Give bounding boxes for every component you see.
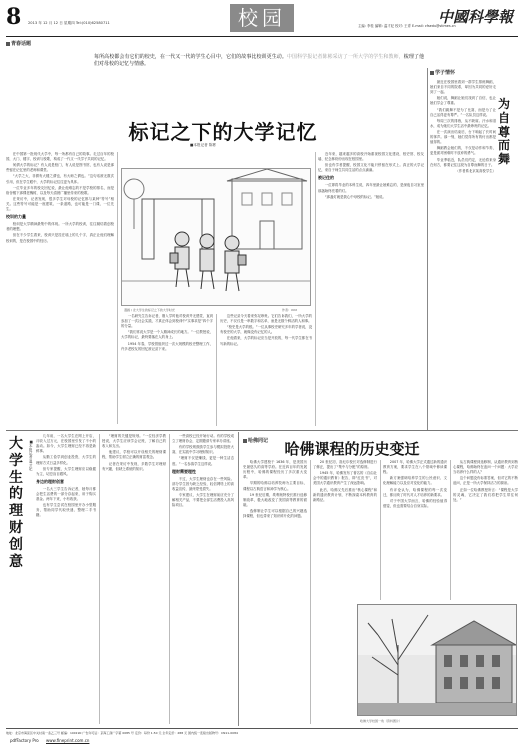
- subheading: 理财需要理性: [172, 468, 196, 474]
- paragraph: 1954 年春，学校曾组织过一次大规模的校史整理工作，许多老校友的回忆被记录下来。: [121, 341, 213, 351]
- illustration-caption: 漫画 / 北大学生的标记之下的大学时光: [124, 308, 175, 312]
- paragraph: 一名研究生告诉记者，刚入学时他对校训并无感觉，直到参加了一次社会实践，才真正体会到校训中“实事求是”四个字的分量。: [121, 314, 213, 329]
- main-article-column-3: [220, 314, 312, 426]
- section-divider-vertical: [238, 432, 239, 726]
- paragraph: “校史是大学的根。”一位从事校史研究多年的学者说，没有校史的大学，就像没有记忆的人。: [220, 325, 312, 335]
- paragraph: 毕业季临近，队员们约定，无论将来身在何方，都要记住这段为自尊而舞的日子。: [430, 157, 496, 167]
- paragraph: 他建议，学校可以开设相关的理财课程，帮助学生树立正确的财富观念。: [102, 450, 166, 460]
- harvard-tag: 哈佛同记: [243, 438, 268, 445]
- paragraph: 从勤工俭学到创业投资，大学生的理财方式日益多样化。: [36, 455, 96, 465]
- paragraph: 何谓大学的标记？有人说是校门，有人说是图书馆，也有人说是那些留在记忆里的老师和课堂。: [6, 163, 114, 173]
- paragraph: 有的学校则鼓励学生参与模拟投资大赛，在实践中学习理财知识。: [172, 445, 234, 455]
- paragraph: 有评论认为，哈佛课程的每一次变迁，都反映了时代对人才培养的新要求。: [383, 487, 447, 497]
- paragraph: 早期的哈佛以培养牧师为主要目标，课程以古典语言和神学为核心。: [243, 481, 307, 491]
- cartoon-illustration: [121, 168, 311, 306]
- paragraph: 一些高校已经开始行动。有的学校成立了理财协会，定期邀请专家举办讲座。: [172, 434, 234, 444]
- editor-contact: 主编: 李桂 编辑: 温才妃 校对: 王青 E-mail: cfsedu@stimes.cn: [358, 24, 456, 28]
- paragraph: 记者在采访中发现，多数学生对理财有兴趣，但缺乏系统的知识。: [102, 461, 166, 471]
- photo-caption: 哈佛大学校园一角（资料图片）: [360, 719, 403, 723]
- column-divider: [99, 434, 100, 724]
- paragraph: 一位即将毕业的本科生说，四年里最让她难忘的，是深夜自习室里那盏始终亮着的灯。: [318, 183, 424, 193]
- sidebar-headline: 为自尊而舞: [498, 97, 511, 167]
- paragraph: “大学之大，非谓有大楼之谓也，有大师之谓也。”这句话被无数次引用，但在学生眼中，大学的标记往往更为具体。: [6, 174, 114, 184]
- watermark-product: pdfFactory Pro: [10, 738, 39, 743]
- paragraph: 在采访中，记者发现，很多学生对母校的记忆都与某种“符号”相关。这些符号可能是一座建筑、一条道路，也可能是一门课、一位先生。: [6, 196, 114, 212]
- sidebar-divider: [427, 68, 428, 430]
- paragraph: “我们跳舞不是为了比赛，而是为了让自己活得更有尊严。”一名队员这样说。: [430, 107, 496, 117]
- paragraph: 不过，大学生理财也存在一些风险。部分学生因为缺乏经验，轻信网络上的高收益宣传，最终蒙受损失。: [172, 476, 234, 491]
- column-divider: [310, 460, 311, 724]
- paragraph: 在中国第一批现代大学中，每一所都有自己的故事。走过百年的校园，大门、楼宇、校训与校歌，构成了一代又一代学子共同的记忆。: [6, 152, 114, 162]
- harvard-column-1: [243, 460, 307, 724]
- paragraph: 在一次演出结束后，台下响起了长时间的掌声。那一刻，她们觉得所有的付出都是值得的。: [430, 129, 496, 145]
- finance-byline: ■本报记者 温才妃: [29, 440, 34, 471]
- students-walking-illustration: [122, 169, 311, 306]
- issue-date: 2013 年 12 月 12 日 星期四 Tel:(010)62580711: [28, 21, 110, 25]
- paragraph: “那盏灯就是我心中母校的标记。”她说。: [324, 194, 386, 199]
- harvard-column-4: [453, 460, 518, 600]
- paragraph: 新方案强调培养学生的公民意识、文化理解能力以及应对变化的能力。: [383, 476, 447, 486]
- harvard-column-3: [383, 460, 447, 600]
- main-headline: 标记之下的大学记忆: [128, 120, 318, 144]
- subheading: 被记住的: [318, 175, 334, 181]
- paragraph: 选修制让学生可以根据自己的兴趣选择课程，但也带来了知识碎片化的问题。: [243, 508, 307, 519]
- column-divider: [169, 434, 170, 724]
- main-article-column-1: [6, 152, 114, 424]
- paragraph: 但也有学者提醒，校园文化不能只停留在形式上。真正的大学记忆，来自于师生共同生活的点点滴滴。: [318, 163, 424, 173]
- paragraph: 但专家提醒，大学生理财应以稳健为主，切忌盲目跟风。: [36, 466, 96, 476]
- column-divider: [216, 314, 217, 426]
- sidebar-body: [430, 80, 496, 425]
- main-byline: ■本报记者 陈彬: [190, 143, 217, 147]
- column-divider: [315, 152, 316, 426]
- finance-article-column-3: [172, 434, 234, 724]
- subheading: 身边的理财创意: [36, 478, 64, 484]
- watermark-url[interactable]: www.fineprint.com.cn: [46, 738, 90, 743]
- paragraph: 20 世纪初，洛厄尔校长对选修制进行了修正，提出了“集中与分配”的原则。: [313, 460, 377, 470]
- finance-headline: 大学生的理财创意: [9, 436, 23, 570]
- paragraph: “理财不仅是赚钱，更是一种生活态度。”一名参赛学生这样说。: [172, 456, 234, 466]
- section-title: 校园: [230, 4, 294, 32]
- watermark-text: [10, 738, 89, 744]
- author-note: （作者系北京某高校学生）: [455, 168, 496, 173]
- paragraph: 对于中国大学而言，哈佛的经验值得借鉴，但也需要结合自身实际。: [383, 498, 447, 508]
- paragraph: 这些记录今天看来弥足珍贵。它们告诉我们，一所大学的历史，不仅仅是一串数字和名单，而是无数个鲜活的人和事。: [220, 314, 312, 324]
- lead-text: 每所高校都会有它们的校史，在一代又一代的学生心目中，它们的故事比校训更生动。: [94, 54, 287, 60]
- paragraph: “我们常说大学是一个人精神成长的地方。”一位教授说，大学的标记，最终要落在人的身上。: [121, 330, 213, 340]
- paragraph: 校训是大学精神最集中的体现。一所大学的校训，往往凝结着创校者的理想。: [6, 222, 114, 232]
- publication-info: 地址：北京市海淀区中关村南一条乙三号 邮编：100190 广告许可证：京海工商广字第 0085 号 定价：每份 1.50 元 全年定价：288 元 国内统一连续出版物号：CN11-0084: [6, 731, 238, 735]
- subheading: 校训的力量: [6, 214, 26, 220]
- paragraph: 这个问题没有标准答案，但对它的不断追问，正是一所大学保持活力的源泉。: [453, 476, 518, 486]
- harvard-headline: 哈佛课程的历史变迁: [284, 440, 420, 458]
- lead-highlight: 中国科学报记者陈彬采访了一所大学的学生和教师，: [286, 54, 404, 60]
- column-divider: [450, 460, 451, 600]
- paragraph: 也有学生尝试在校园里开办小型服务，帮助同学代取快递、整理二手书籍。: [36, 503, 96, 518]
- column-tag: 青春话题: [6, 41, 31, 48]
- paragraph: 她们说，舞蹈让她们找到了自信，也让她们学会了尊重。: [430, 96, 496, 106]
- lead-text-end: 梳理了他们对母校的记忆与情感。: [94, 54, 424, 68]
- page-number: 8: [6, 4, 22, 30]
- footer-divider: [6, 728, 518, 729]
- campus-photo: [357, 604, 517, 716]
- paragraph: 一位毕业多年的校友回忆说，最让他难忘的不是学校的排名，而是宿舍楼下那棵老槐树，以及每天清晨广播里传来的校歌。: [6, 185, 114, 195]
- paragraph: 哈佛大学建校于 1636 年，是美国历史最悠久的高等学府。在近四百年的发展历程中，哈佛的课程经历了多次重大变革。: [243, 460, 307, 480]
- paragraph: 每周三次的排练，从不缺席。汗水和泪水，成为她们大学生活中最珍贵的记忆。: [430, 118, 496, 128]
- header-divider: [6, 36, 518, 37]
- column-divider: [117, 152, 118, 424]
- paragraph: 从古典课程到选修制，从通识教育到核心课程，哈佛始终在追问一个问题：大学应当培养什么样的人？: [453, 460, 518, 475]
- paragraph: 舞蹈教会她们的，不仅是动作和节奏，更是面对困难时不放弃的勇气。: [430, 146, 496, 156]
- lead-paragraph: [94, 54, 424, 69]
- newspaper-logo: 中國科學報: [438, 8, 514, 26]
- paragraph: 正如一位哈佛教授所言：“课程是大学的灵魂，它决定了我们将把学生带往何处。”: [453, 487, 518, 502]
- paragraph: 但在不少学生看来，校训只是挂在墙上的几个字，真正让他们理解校训的，是在校园中的经历。: [6, 233, 114, 243]
- sidebar-tag: 学子情怀: [430, 70, 455, 77]
- paragraph: 此后，哈佛又先后推出“核心课程”和新的通识教育计划，不断探索本科教育的新路径。: [313, 487, 377, 502]
- paragraph: 一名大三学生告诉记者，她每月都会把生活费的一部分存起来，用于购买基金。两年下来，小有收获。: [36, 486, 96, 502]
- finance-article-column-2: [102, 434, 166, 724]
- paragraph: 2007 年，哈佛大学正式通过新的通识教育方案，要求学生在八个领域中修读课程。: [383, 460, 447, 475]
- page-header: [6, 4, 518, 34]
- harvard-building-photo: [358, 605, 517, 716]
- main-article-column-4: [318, 152, 424, 426]
- paragraph: 19 世纪后期，埃利奥特校长推行选修制改革，极大地改变了美国高等教育的面貌。: [243, 492, 307, 507]
- finance-article-column-1: [36, 434, 96, 724]
- column-divider: [380, 460, 381, 600]
- section-divider: [6, 430, 518, 431]
- paragraph: 1945 年，哈佛发布了著名的《自由社会中的通识教育》报告，即“红皮书”，对美国大学通识教育产生了深远影响。: [313, 471, 377, 486]
- paragraph: 最近在校园里看到一群学生排练舞蹈，她们来自不同的院系，却因为共同的爱好走到了一起。: [430, 80, 496, 95]
- paragraph: 在他看来，大学的标记应当是开放的，每一代学生都在书写新的标记。: [220, 336, 312, 346]
- paragraph: “理财的关键是规划。”一位经济学教授说，大学生应该学会记账，了解自己的收入和支出。: [102, 434, 166, 449]
- main-article-column-2: [121, 314, 213, 426]
- paragraph: 专家建议，大学生在理财前应充分了解相关产品，不要把全部生活费投入高风险项目。: [172, 492, 234, 508]
- paragraph: 几年前，一名大学生在网上开店，月收入过万元，在校园里引发了不小的轰动。如今，大学生理财已经不再是新鲜事。: [36, 434, 96, 454]
- paragraph: 近年来，越来越多的高校开始重视校园文化建设，校史馆、校友墙、纪念林纷纷出现在校园里。: [318, 152, 424, 162]
- illustration-credit: 作者：XXX: [282, 308, 298, 312]
